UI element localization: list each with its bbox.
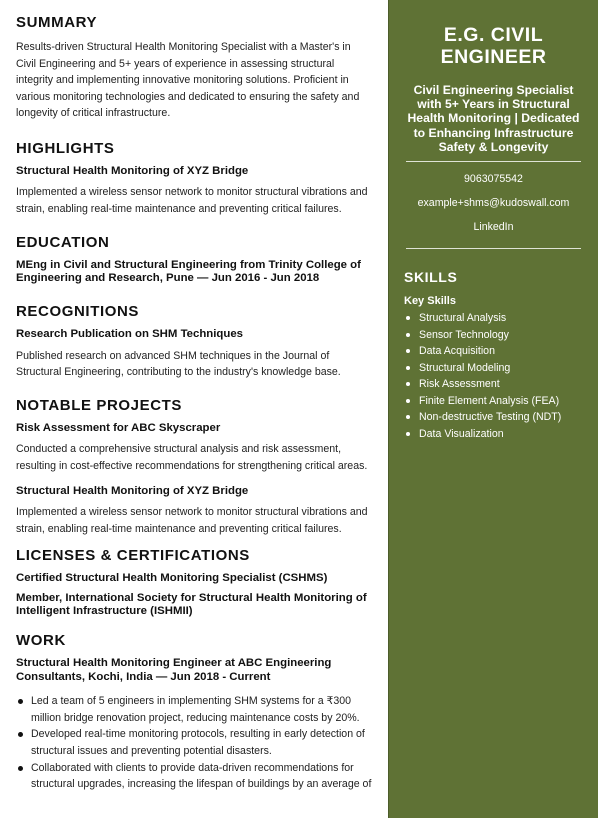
licenses-heading: LICENSES & CERTIFICATIONS	[16, 547, 250, 565]
skills-subheading: Key Skills	[404, 295, 456, 308]
highlight-title: Structural Health Monitoring of XYZ Bridge	[16, 164, 249, 177]
skill-item: Non-destructive Testing (NDT)	[404, 409, 583, 426]
skill-item: Finite Element Analysis (FEA)	[404, 393, 583, 410]
recognition-text: Published research on advanced SHM techniques in the Journal of Structural Engineering, contributing to the industry's knowledge base.	[16, 349, 341, 379]
recognitions-section	[16, 303, 372, 381]
project-title: Risk Assessment for ABC Skyscraper	[16, 421, 221, 434]
recognition-title: Research Publication on SHM Techniques	[16, 328, 244, 341]
divider	[406, 248, 581, 249]
highlights-section	[16, 140, 372, 218]
contact-block	[404, 172, 583, 248]
license-item: Certified Structural Health Monitoring Specialist (CSHMS)	[16, 572, 328, 585]
divider	[406, 161, 581, 162]
projects-heading: NOTABLE PROJECTS	[16, 396, 183, 414]
project-text: Implemented a wireless sensor network to monitor structural vibrations and strain, enabling real-time maintenance and preventing critical failures.	[16, 505, 368, 535]
project-item	[16, 422, 372, 475]
summary-heading: SUMMARY	[16, 14, 98, 31]
work-job-title: Structural Health Monitoring Engineer at ABC Engineering Consultants, Kochi, India — Jun 2018 - Current	[16, 657, 332, 683]
skill-item: Structural Modeling	[404, 360, 583, 377]
candidate-tagline: Civil Engineering Specialist with 5+ Years in Structural Health Monitoring | Dedicated to Enhancing Infrastructure Safety & Longevity	[407, 83, 580, 154]
sidebar	[388, 0, 598, 818]
projects-section	[16, 397, 372, 537]
project-item	[16, 485, 372, 538]
candidate-name: E.G. CIVIL ENGINEER	[440, 24, 547, 68]
work-bullet-list	[16, 693, 372, 793]
work-bullet: Developed real-time monitoring protocols, resulting in early detection of structural issues and preventing potential disasters.	[16, 726, 372, 759]
education-degree: MEng in Civil and Structural Engineering from Trinity College of Engineering and Research, Pune — Jun 2016 - Jun 2018	[16, 258, 361, 284]
license-item: Member, International Society for Structural Health Monitoring of Intelligent Infrastructure (ISHMII)	[16, 591, 367, 617]
work-heading: WORK	[16, 632, 66, 650]
project-title: Structural Health Monitoring of XYZ Bridge	[16, 484, 249, 497]
work-bullet: Collaborated with clients to provide data-driven recommendations for structural upgrades, increasing the lifespan of buildings by an average of	[16, 760, 372, 793]
skill-item: Data Visualization	[404, 426, 583, 443]
skill-item: Data Acquisition	[404, 343, 583, 360]
skill-item: Sensor Technology	[404, 327, 583, 344]
summary-section	[16, 14, 372, 122]
highlight-text: Implemented a wireless sensor network to monitor structural vibrations and strain, enabling real-time maintenance and preventing critical failures.	[16, 186, 368, 215]
education-heading: EDUCATION	[16, 233, 110, 251]
project-text: Conducted a comprehensive structural analysis and risk assessment, resulting in cost-effective recommendations for strengthening critical areas.	[16, 443, 368, 472]
highlights-heading: HIGHLIGHTS	[16, 139, 115, 157]
education-section	[16, 234, 372, 286]
skill-item: Structural Analysis	[404, 310, 583, 327]
work-bullet: Led a team of 5 engineers in implementing SHM systems for a ₹300 million bridge renovation project, reducing maintenance costs by 20%.	[16, 693, 372, 726]
licenses-section	[16, 547, 372, 618]
skills-heading: SKILLS	[404, 269, 458, 286]
linkedin-link[interactable]: LinkedIn	[473, 221, 514, 234]
recognitions-heading: RECOGNITIONS	[16, 303, 140, 321]
phone-number[interactable]: 9063075542	[464, 173, 523, 186]
summary-text: Results-driven Structural Health Monitoring Specialist with a Master's in Civil Engineering and 5+ years of experience in assessing structural integrity and implementing innovative monitoring solutions. Proficient in various monitoring technologies and dedicated to ensuring the safety and longevity of critical infrastructure.	[16, 41, 360, 120]
work-section	[16, 632, 372, 792]
email-link[interactable]: example+shms@kudoswall.com	[417, 197, 570, 210]
skill-item: Risk Assessment	[404, 376, 583, 393]
skill-list	[404, 310, 583, 442]
